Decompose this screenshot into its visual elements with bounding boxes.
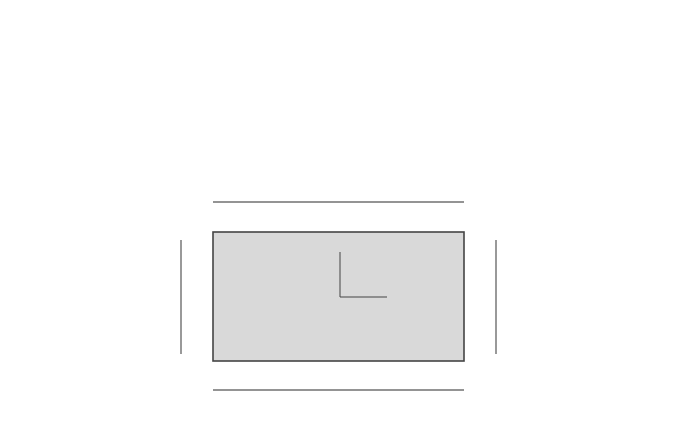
steel-plate: [213, 232, 464, 361]
